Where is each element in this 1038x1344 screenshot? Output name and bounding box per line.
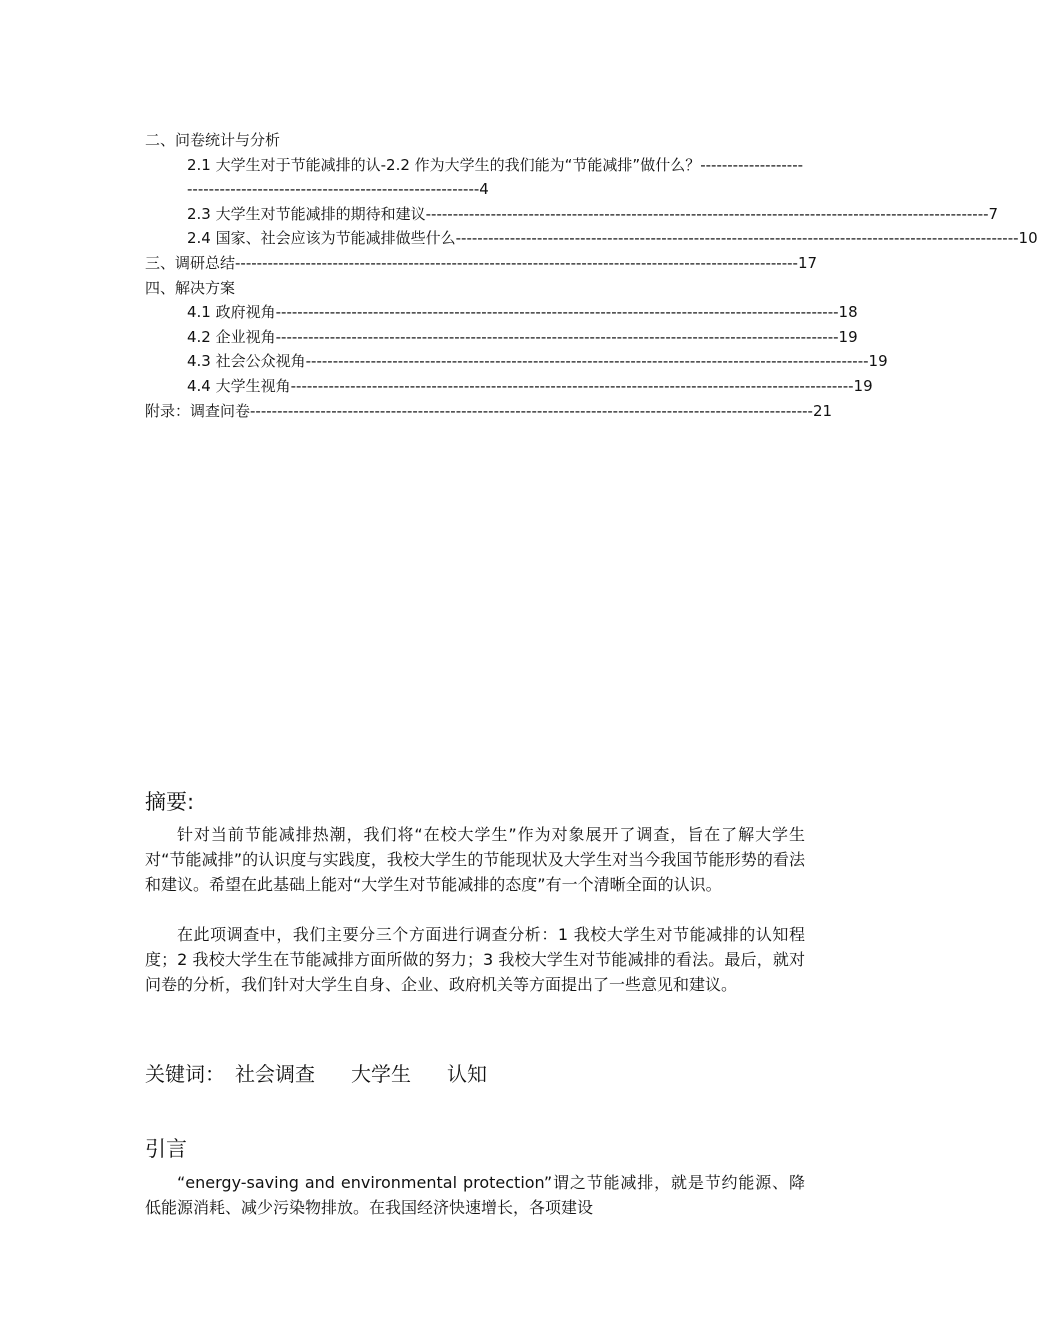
toc-item-4-2 [145, 325, 858, 350]
toc-heading-4: 四、解决方案 [145, 278, 236, 297]
toc-item-4-4 [145, 374, 873, 399]
keyword: 社会调查 [235, 1062, 315, 1086]
toc-item-label: 4.4 大学生视角 [187, 376, 291, 395]
toc-page-number: 19 [853, 376, 873, 395]
intro-title: 引言 [145, 1137, 187, 1161]
toc-leader: -------------------------------------------------------------------------------------------------------- [455, 229, 1019, 248]
toc-leader: -------------------------------------------------------------------------------------------------------- [305, 352, 869, 371]
toc-page-number: 7 [988, 204, 999, 223]
toc-page-number: 10 [1018, 229, 1038, 248]
keyword: 大学生 [351, 1062, 411, 1086]
toc-item-2-4 [145, 226, 1038, 251]
toc-item-label: 2.3 大学生对节能减排的期待和建议 [187, 204, 426, 223]
toc-leader: -------------------------------------------------------------------------------------------------------- [250, 401, 813, 420]
intro-paragraph-1: “energy-saving and environmental protection”谓之节能减排，就是节约能源、降低能源消耗、减少污染物排放。在我国经济快速增长，各项建设 [145, 1173, 805, 1217]
table-of-contents [145, 128, 1038, 423]
keywords-label: 关键词： [145, 1062, 225, 1086]
toc-item-label: 2.4 国家、社会应该为节能减排做些什么 [187, 229, 456, 248]
toc-item-2-1: 2.1 大学生对于节能减排的认-2.2 作为大学生的我们能为“节能减排”做什么？-------------------------------------------------------------------------4 [187, 155, 804, 199]
toc-item-label: 附录：调查问卷 [145, 401, 251, 420]
toc-leader: -------------------------------------------------------------------------------------------------------- [275, 303, 839, 322]
abstract-paragraph-1: 针对当前节能减排热潮，我们将“在校大学生”作为对象展开了调查，旨在了解大学生对“节能减排”的认识度与实践度，我校大学生的节能现状及大学生对当今我国节能形势的看法和建议。希望在此基础上能对“大学生对节能减排的态度”有一个清晰全面的认识。 [145, 825, 805, 894]
keywords-line [145, 1058, 487, 1087]
toc-leader: -------------------------------------------------------------------------------------------------------- [425, 204, 989, 223]
toc-item-label: 4.1 政府视角 [187, 303, 276, 322]
toc-item-label: 4.2 企业视角 [187, 327, 276, 346]
toc-item-4-3 [145, 349, 888, 374]
toc-item-label: 三、调研总结 [145, 253, 236, 272]
toc-page-number: 21 [812, 401, 833, 420]
toc-heading-2: 二、问卷统计与分析 [145, 131, 281, 149]
toc-leader: -------------------------------------------------------------------------------------------------------- [275, 327, 839, 346]
toc-leader: -------------------------------------------------------------------------------------------------------- [290, 376, 854, 395]
toc-item-2-3 [145, 202, 999, 227]
toc-heading-3 [145, 251, 818, 276]
abstract-paragraph-2: 在此项调查中，我们主要分三个方面进行调查分析：1 我校大学生对节能减排的认知程度；2 我校大学生在节能减排方面所做的努力；3 我校大学生对节能减排的看法。最后，就对问卷的分析，我们针对大学生自身、企业、政府机关等方面提出了一些意见和建议。 [145, 925, 805, 994]
toc-page-number: 17 [797, 253, 818, 272]
keyword: 认知 [447, 1062, 487, 1086]
toc-appendix [145, 399, 833, 424]
toc-page-number: 19 [838, 327, 858, 346]
toc-item-4-1 [145, 300, 858, 325]
toc-page-number: 18 [838, 303, 858, 322]
toc-item-label: 4.3 社会公众视角 [187, 352, 306, 371]
abstract-title: 摘要: [145, 790, 195, 814]
toc-page-number: 19 [868, 352, 888, 371]
toc-leader: -------------------------------------------------------------------------------------------------------- [235, 253, 798, 272]
